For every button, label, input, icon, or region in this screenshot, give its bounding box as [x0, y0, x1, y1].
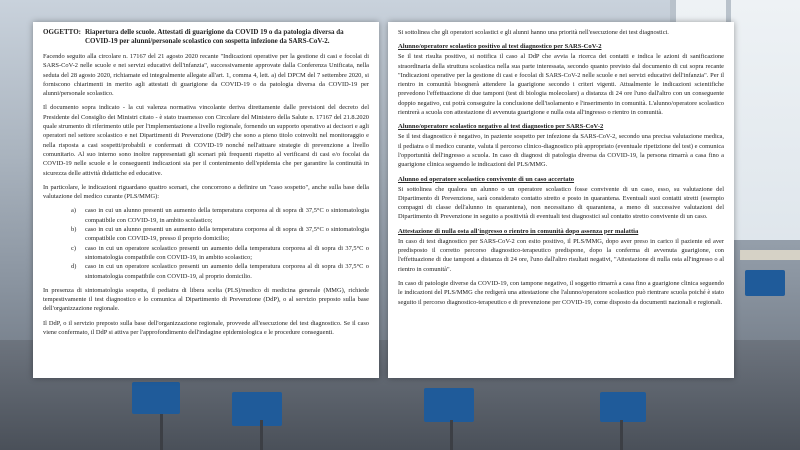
subject-label: OGGETTO:: [43, 28, 81, 36]
desk-leg: [450, 420, 453, 450]
case-item: a) caso in cui un alunno presenti un aumento della temperatura corporea al di sopra di 37,5°C o sintomatologia compatibile con COVID-19, in ambito scolastico;: [71, 207, 369, 224]
section-text: Se il test diagnostico è negativo, in paziente sospetto per infezione da SARS-CoV-2, secondo una precisa valutazione medica, il pediatra o il medico curante, valuta il percorso clinico-diagnostico più appropriato (eventuale ripetizione del test) e comunica l'opportunità dell'ingresso a scuola. In caso di diagnosi di patologia diversa da COVID-19, la persona rimarrà a casa fino a guarigione clinica seguendo le indicazioni del PLS/MMG.: [398, 133, 724, 169]
section-text: In caso di patologie diverse da COVID-19, con tampone negativo, il soggetto rimarrà a casa fino a guarigione clinica seguendo le indicazioni del PLS/MMG che redigerà una attestazione che l'alunno/operatore scolastico può rientrare scuola poiché è stato seguito il percorso diagnostico-terapeutico e di prevenzione per COVID-19, come disposto da documenti nazionali e regionali.: [398, 279, 724, 306]
chair-blue: [600, 392, 646, 422]
paragraph: In particolare, le indicazioni riguardano quattro scenari, che concorrono a definire un "caso sospetto", anche sulla base della valutazione del medico curante (PLS/MMG):: [43, 183, 369, 201]
document-page-left: [33, 22, 379, 378]
paragraph: Facendo seguito alla circolare n. 17167 del 21 agosto 2020 recante "Indicazioni operative per la gestione di casi e focolai di SARS-CoV-2 nelle scuole e nei servizi educativi dell'infanzia", successivamente approvate dalla Conferenza Unificata, nella seduta del 28 agosto 2020, richiamate ed integralmente allegate all'art. 1, comma 4, lett. a) del DPCM del 7 settembre 2020, si forniscono chiarimenti in merito agli attestati di guarigione da COVID-19 o da patologia diversa da COVID-19 per alunni/personale scolastico.: [43, 53, 369, 98]
section-text: Se il test risulta positivo, si notifica il caso al DdP che avvia la ricerca dei contatti e indica le azioni di sanificazione straordinaria della struttura scolastica nella sua parte interessata, secondo quanto previsto dal documento di cui sopra recante "Indicazioni operative per la gestione di casi e focolai di SARS-CoV-2 nelle scuole e nei servizi educativi dell'infanzia". Per il rientro in comunità bisognerà attendere la guarigione secondo i criteri vigenti. Attualmente le indicazioni scientifiche prevedono l'effettuazione di due tamponi (test di biologia molecolare) a distanza di 24 ore l'uno dall'altro con un conseguente doppio negativo, cui potrà conseguire la conclusione dell'isolamento e l'inserimento in comunità. L'alunno/operatore scolastico rientrerà a scuola con attestazione di avvenuta guarigione e nulla osta all'ingresso o rientro in comunità.: [398, 53, 724, 117]
chair-blue: [232, 392, 282, 426]
desk-leg: [160, 414, 163, 450]
case-item: b) caso in cui un alunno presenti un aumento della temperatura corporea al di sopra di 37,5°C o sintomatologia compatibile con COVID-19, presso il proprio domicilio;: [71, 226, 369, 243]
paragraph: Il DdP, o il servizio preposto sulla base dell'organizzazione regionale, provvede all'esecuzione del test diagnostico. Se il caso viene confermato, il DdP si attiva per l'approfondimento dell'indagine epidemiologica e le procedure conseguenti.: [43, 319, 369, 337]
desk: [740, 250, 800, 260]
desk-leg: [620, 420, 623, 450]
paragraph: Il documento sopra indicato - la cui valenza normativa vincolante deriva direttamente dalle previsioni del decreto del Presidente del Consiglio dei Ministri citato - è stato trasmesso con Circolare del Ministero della Salute n. 17167 del 21.8.2020 quale strumento di riferimento utile per l'implementazione a livello regionale, fornendo un supporto operativo ai decisori e agli operatori nel settore scolastico e nei Dipartimenti di Prevenzione (DdP) che sono a pieno titolo coinvolti nel monitoraggio e nella risposta a casi sospetti/probabili e confermati di COVID-19 nonché nell'attuare strategie di prevenzione a livello comunitario. Al suo interno sono inoltre rappresentati gli scenari più frequenti rispetto al verificarsi di casi e/o focolai da COVID-19 nelle scuole e le conseguenti indicazioni sia per il contenimento dell'epidemia che per garantire la continuità in sicurezza delle attività didattiche ed educative.: [43, 104, 369, 177]
intro-paragraph: Si sottolinea che gli operatori scolastici e gli alunni hanno una priorità nell'esecuzione dei test diagnostici.: [398, 29, 669, 36]
case-item: c) caso in cui un operatore scolastico presenti un aumento della temperatura corporea al di sopra di 37,5°C o sintomatologia compatibile con COVID-19, in ambito scolastico;: [71, 244, 369, 261]
subject-text: Riapertura delle scuole. Attestati di guarigione da COVID 19 o da patologia diversa da COVID-19 per alunni/personale scolastico con sospetta infezione da SARS-CoV-2.: [85, 28, 344, 45]
desk-leg: [260, 420, 263, 450]
section-heading: Attestazione di nulla osta all'ingresso o rientro in comunità dopo assenza per malattia: [398, 227, 639, 235]
case-list: [71, 206, 369, 280]
section-text: Si sottolinea che qualora un alunno o un operatore scolastico fosse convivente di un caso, esso, su valutazione del Dipartimento di Prevenzione, sarà considerato contatto stretto e posto in quarantena. Eventuali suoi contatti stretti (esempio compagni di classe dell'alunno in quarantena), non necessitano di quarantena, a meno di successive valutazioni del Dipartimento di Prevenzione in seguito a positività di eventuali test diagnostici sul contatto stretto convivente di un caso.: [398, 185, 724, 221]
paragraph: In presenza di sintomatologia sospetta, il pediatra di libera scelta (PLS)/medico di medicina generale (MMG), richiede tempestivamente il test diagnostico e lo comunica al Dipartimento di Prevenzione (DdP), o al servizio preposto sulla base dell'organizzazione regionale.: [43, 286, 369, 313]
section-text: In caso di test diagnostico per SARS-CoV-2 con esito positivo, il PLS/MMG, dopo aver preso in carico il paziente ed aver predisposto il corretto percorso diagnostico-terapeutico predispone, dopo la conferma di avvenuta guarigione, con l'effettuazione di due tamponi a distanza di 24 ore, l'uno dall'altro risultati negativi, "Attestazione di nulla osta all'ingresso o al rientro in comunità".: [398, 237, 724, 273]
chair-blue: [745, 270, 785, 296]
chair-blue: [424, 388, 474, 422]
section-heading: Alunno/operatore scolastico positivo al test diagnostico per SARS-CoV-2: [398, 43, 602, 51]
chair-blue: [132, 382, 180, 414]
subject-block: [43, 28, 369, 46]
section-heading: Alunno/operatore scolastico negativo al test diagnostico per SARS-CoV-2: [398, 123, 604, 131]
document-page-right: [388, 22, 734, 378]
case-item: d) caso in cui un operatore scolastico presenti un aumento della temperatura corporea al di sopra di 37,5°C o sintomatologia compatibile con COVID-19, al proprio domicilio.: [71, 263, 369, 280]
section-heading: Alunno od operatore scolastico convivente di un caso accertato: [398, 175, 575, 183]
